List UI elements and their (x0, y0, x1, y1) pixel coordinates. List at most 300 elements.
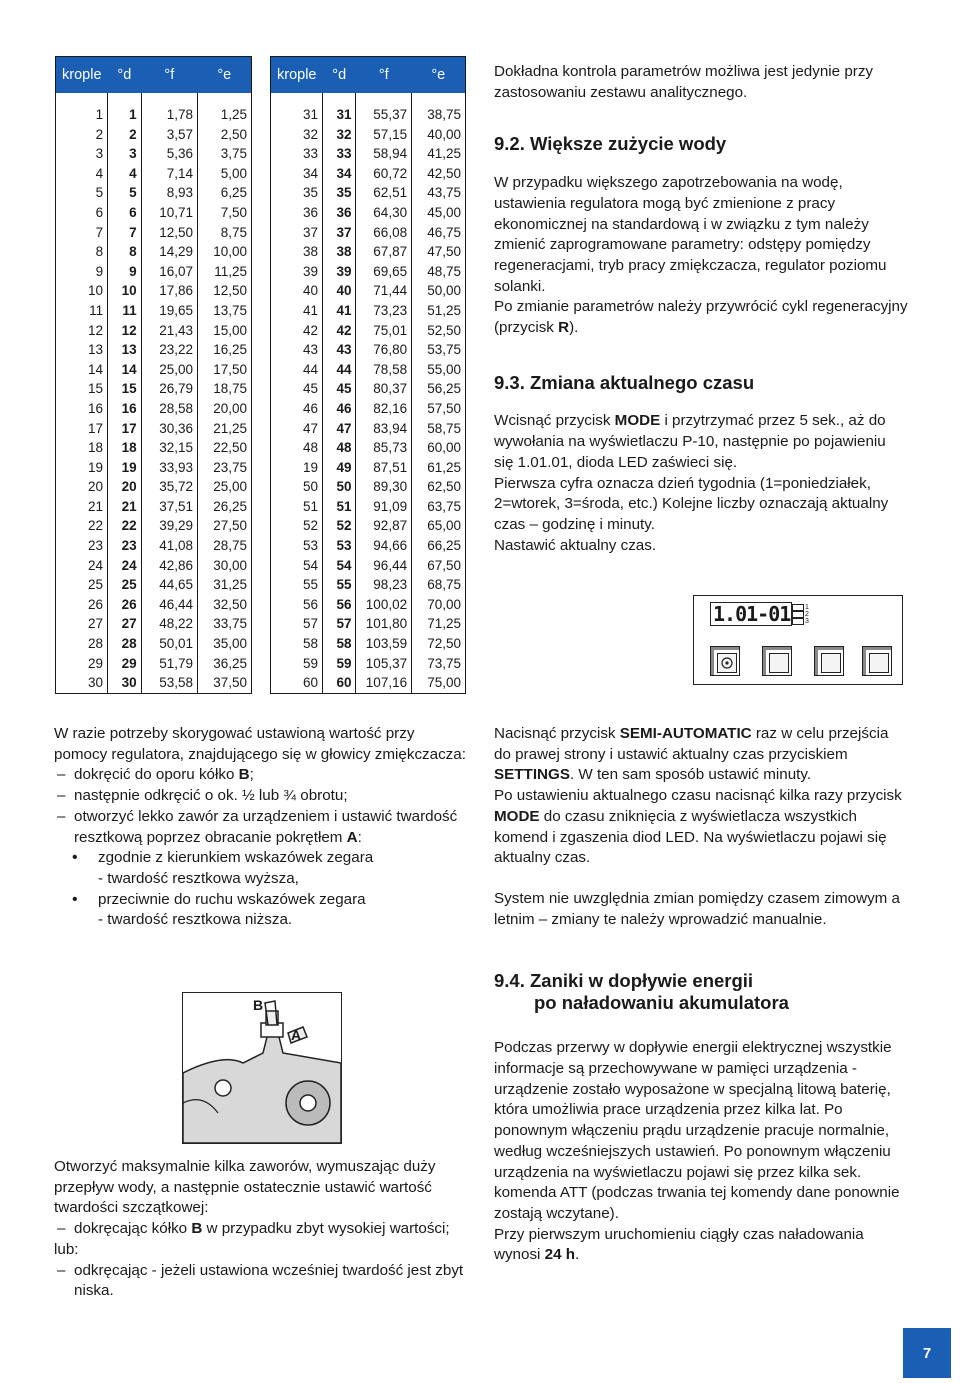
table-cell: 53 (271, 536, 323, 556)
table-cell: 66,08 (356, 223, 412, 243)
step-loosen: – odkręcając - jeżeli ustawiona wcześniej twardość jest zbyt niska. (54, 1261, 466, 1302)
table-cell: 22 (108, 516, 142, 536)
heading-9-2: 9.2. Większe zużycie wody (494, 133, 727, 155)
paragraph-9-2a: W przypadku większego zapotrzebowania na wodę, ustawienia regulatora mogą być zmienione z pracy ekonomicznej na standardową i w związku z tym należy zmienić zaprogramowane parametry: odstępy pomiędzy regeneracjami, tryb pracy zmiękczacza, regulator poziomu solanki. (494, 174, 887, 295)
table-cell: 39,29 (141, 516, 197, 536)
table-row (271, 595, 466, 615)
table-row (56, 144, 252, 164)
table-row (271, 242, 466, 262)
table-row (271, 301, 466, 321)
table-cell: 58,75 (427, 420, 461, 436)
or-label: lub: (54, 1240, 79, 1258)
label-b: B (253, 997, 264, 1013)
table-row (271, 399, 466, 419)
table-row (56, 203, 252, 223)
step-1: – dokręcić do oporu kółko B; (54, 765, 466, 786)
table-cell: 42 (323, 321, 356, 341)
table-cell: 63,75 (427, 498, 461, 514)
hardness-table-2 (270, 56, 466, 694)
table-cell: 14 (108, 360, 142, 380)
panel-button-3 (814, 646, 844, 676)
table-cell: 67,87 (356, 242, 412, 262)
table-cell: 60 (323, 673, 356, 693)
table-cell: 41 (271, 301, 323, 321)
paragraph-9-3b: Pierwsza cyfra oznacza dzień tygodnia (1=poniedziałek, 2=wtorek, 3=środa, etc.) Kolejne liczby oznaczają aktualny czas – godzinę i minuty. (494, 474, 889, 533)
table-row (271, 497, 466, 517)
table-cell: 34 (271, 164, 323, 184)
table-cell: 17,86 (141, 281, 197, 301)
table-cell: 23,22 (141, 340, 197, 360)
table-row (56, 223, 252, 243)
panel-button-2 (762, 646, 792, 676)
table-cell: 50 (271, 477, 323, 497)
table-cell: 23 (108, 536, 142, 556)
table-cell: 58,94 (356, 144, 412, 164)
table-cell: 9 (56, 262, 108, 282)
table-cell: 51 (323, 497, 356, 517)
table-cell: 10,00 (213, 244, 247, 260)
table-cell: 23,75 (213, 459, 247, 475)
table-row (271, 614, 466, 634)
table-cell: 89,30 (356, 477, 412, 497)
paragraph-9-3a: Wcisnąć przycisk MODE i przytrzymać przez 5 sek., aż do wywołania na wyświetlaczu P-10, następnie po pojawieniu się 1.01.01, dioda LED zaświeci się. (494, 412, 886, 471)
table-cell: 26 (56, 595, 108, 615)
table-cell: 12 (56, 321, 108, 341)
table-cell: 27,50 (213, 518, 247, 534)
table-cell: 62,51 (356, 183, 412, 203)
table-cell: 31,25 (213, 577, 247, 593)
table-cell: 33 (271, 144, 323, 164)
table-cell: 58 (271, 634, 323, 654)
table-cell: 43,75 (427, 185, 461, 201)
table-cell: 11 (56, 301, 108, 321)
table-cell: 15 (108, 379, 142, 399)
table-cell: 3,57 (141, 125, 197, 145)
table-cell: 45,00 (427, 204, 461, 220)
table-cell: 48 (323, 438, 356, 458)
paragraph-power-loss: Podczas przerwy w dopływie energii elektrycznej wszystkie informacje są przechowywane w pamięci urządzenia - urządzenie zostało wyposażone w specjalną litową baterię, która umożliwia prace urządzenia przez kilka lat. Po ponownym włączeniu prądu urządzenie pracuje normalnie, według wcześniejszych ustawień. Po ponownym włączeniu urządzenia na wyświetlaczu pojawi się przez kilka sek. komenda ATT (podczas trwania tej komendy dane ponownie zostają wczytane). (494, 1039, 900, 1222)
table-cell: 46 (323, 399, 356, 419)
table-cell: 46 (271, 399, 323, 419)
table-cell: 38 (323, 242, 356, 262)
table-cell: 92,87 (356, 516, 412, 536)
table-cell: 40,00 (427, 126, 461, 142)
step-tighten: – dokręcając kółko B w przypadku zbyt wysokiej wartości; (54, 1219, 466, 1240)
table-cell: 66,25 (427, 538, 461, 554)
table-cell: 10 (108, 281, 142, 301)
col-krople: krople (56, 57, 108, 94)
table-cell: 57,15 (356, 125, 412, 145)
table-cell: 28,58 (141, 399, 197, 419)
table-cell: 12,50 (213, 283, 247, 299)
table-row (56, 536, 252, 556)
lower-left-text (54, 724, 466, 931)
table-cell: 40 (271, 281, 323, 301)
table-row (271, 634, 466, 654)
table-cell: 55 (323, 575, 356, 595)
table-cell: 32 (323, 125, 356, 145)
table-cell: 101,80 (356, 614, 412, 634)
settings-icon (718, 654, 736, 672)
table-cell: 71,25 (427, 616, 461, 632)
label-a: A (291, 1027, 302, 1043)
table-cell: 10 (56, 281, 108, 301)
paragraph-9-3c: Nastawić aktualny czas. (494, 536, 657, 554)
table-cell: 55,00 (427, 361, 461, 377)
table-cell: 2 (108, 125, 142, 145)
table-cell: 23 (56, 536, 108, 556)
table-cell: 57,50 (427, 400, 461, 416)
table-cell: 73,23 (356, 301, 412, 321)
table-cell: 37 (323, 223, 356, 243)
table-cell: 52 (323, 516, 356, 536)
table-cell: 44,65 (141, 575, 197, 595)
table-cell: 17,50 (213, 361, 247, 377)
table-cell: 26 (108, 595, 142, 615)
col-krople: krople (271, 57, 323, 94)
table-cell: 25,00 (141, 360, 197, 380)
table-cell: 45 (323, 379, 356, 399)
table-cell: 30,36 (141, 419, 197, 439)
table-cell: 33,75 (213, 616, 247, 632)
table-cell: 35 (271, 183, 323, 203)
table-cell: 38 (271, 242, 323, 262)
table-cell: 11 (108, 301, 142, 321)
col-deg-e: °e (198, 57, 252, 94)
table-cell: 58 (323, 634, 356, 654)
table-row (56, 301, 252, 321)
table-cell: 16,07 (141, 262, 197, 282)
table-cell: 5,36 (141, 144, 197, 164)
valve-illustration (182, 992, 342, 1144)
table-cell: 16 (56, 399, 108, 419)
table-cell: 27 (108, 614, 142, 634)
table-row (56, 399, 252, 419)
table-cell: 21 (108, 497, 142, 517)
table-cell: 51,25 (427, 302, 461, 318)
table-cell: 41 (323, 301, 356, 321)
table-cell: 82,16 (356, 399, 412, 419)
table-cell: 48 (271, 438, 323, 458)
table-cell: 14 (56, 360, 108, 380)
control-panel-illustration (693, 595, 903, 685)
table-cell: 1 (108, 93, 142, 125)
table-cell: 7,14 (141, 164, 197, 184)
table-row (271, 125, 466, 145)
table-cell: 78,58 (356, 360, 412, 380)
heading-9-4: 9.4. Zaniki w dopływie energii po naładowaniu akumulatora (494, 970, 789, 1014)
table-cell: 6 (108, 203, 142, 223)
table-row (56, 360, 252, 380)
table-cell: 3 (108, 144, 142, 164)
table-cell: 57 (271, 614, 323, 634)
table-row (56, 262, 252, 282)
table-cell: 61,25 (427, 459, 461, 475)
bullet-clockwise: • zgodnie z kierunkiem wskazówek zegara (54, 848, 466, 869)
table-cell: 6 (56, 203, 108, 223)
table-cell: 26,25 (213, 498, 247, 514)
bullet-clockwise-sub: - twardość resztkowa wyższa, (98, 869, 299, 887)
table-cell: 20 (56, 477, 108, 497)
paragraph-semi-automatic: Nacisnąć przycisk SEMI-AUTOMATIC raz w celu przejścia do prawej strony i ustawić aktualny czas przyciskiem SETTINGS. W ten sam sposób ustawić minuty. (494, 725, 889, 784)
table-cell: 1 (56, 93, 108, 125)
table-cell: 21,43 (141, 321, 197, 341)
table-cell: 54 (271, 556, 323, 576)
col-deg-f: °f (141, 57, 197, 94)
table-row (271, 203, 466, 223)
table-cell: 18 (56, 438, 108, 458)
paragraph-first-start: Przy pierwszym uruchomieniu ciągły czas naładowania wynosi 24 h. (494, 1225, 864, 1264)
table-row (56, 458, 252, 478)
table-row (271, 321, 466, 341)
table-row (56, 321, 252, 341)
table-cell: 42 (271, 321, 323, 341)
table-row (271, 654, 466, 674)
table-cell: 50 (323, 477, 356, 497)
table-cell: 70,00 (427, 596, 461, 612)
table-cell: 47,50 (427, 244, 461, 260)
lower-left-text-2 (54, 1157, 466, 1302)
table-cell: 13,75 (213, 302, 247, 318)
table-cell: 42,50 (427, 165, 461, 181)
table-cell: 53,58 (141, 673, 197, 693)
table-cell: 47 (271, 419, 323, 439)
table-row (271, 536, 466, 556)
table-row (271, 281, 466, 301)
table-cell: 42,86 (141, 556, 197, 576)
table-row (56, 340, 252, 360)
table-cell: 67,50 (427, 557, 461, 573)
table-row (56, 556, 252, 576)
table-cell: 3 (56, 144, 108, 164)
col-deg-f: °f (356, 57, 412, 94)
table-row (56, 125, 252, 145)
table-row (56, 654, 252, 674)
table-cell: 1,25 (220, 107, 247, 122)
table-cell: 22,50 (213, 440, 247, 456)
table-cell: 55 (271, 575, 323, 595)
table-cell: 40 (323, 281, 356, 301)
step-2: – następnie odkręcić o ok. ½ lub ¾ obrotu; (54, 786, 466, 807)
led-1: 1 (792, 604, 809, 611)
table-cell: 8 (108, 242, 142, 262)
table-row (271, 419, 466, 439)
table-cell: 41,08 (141, 536, 197, 556)
table-cell: 36 (323, 203, 356, 223)
table-cell: 25,00 (213, 479, 247, 495)
right-column-top (494, 62, 909, 556)
table-cell: 37,50 (213, 675, 247, 691)
table-cell: 35,72 (141, 477, 197, 497)
table-cell: 4 (56, 164, 108, 184)
table-cell: 20 (108, 477, 142, 497)
table-row (56, 242, 252, 262)
table-cell: 56 (271, 595, 323, 615)
table-cell: 51,79 (141, 654, 197, 674)
table-row (271, 183, 466, 203)
table-cell: 33 (323, 144, 356, 164)
table-cell: 37,51 (141, 497, 197, 517)
bullet-counterclockwise-sub: - twardość resztkowa niższa. (98, 911, 293, 929)
paragraph-mode: Po ustawieniu aktualnego czasu nacisnąć kilka razy przycisk MODE do czasu zniknięcia z wyświetlacza wszystkich komend i zgaszenia diod LED. Na wyświetlaczu pojawi się aktualny czas. (494, 787, 902, 867)
table-cell: 21,25 (213, 420, 247, 436)
heading-9-3: 9.3. Zmiana aktualnego czasu (494, 371, 755, 393)
table-cell: 22 (56, 516, 108, 536)
led-indicators (792, 604, 809, 625)
table-cell: 44 (271, 360, 323, 380)
table-cell: 69,65 (356, 262, 412, 282)
table-cell: 4 (108, 164, 142, 184)
table-cell: 87,51 (356, 458, 412, 478)
table-cell: 3,75 (220, 146, 247, 162)
paragraph-9-2b: Po zmianie parametrów należy przywrócić cykl regeneracyjny (przycisk R). (494, 298, 908, 337)
table-cell: 32,50 (213, 596, 247, 612)
table-cell: 28,75 (213, 538, 247, 554)
table-cell: 53 (323, 536, 356, 556)
table-cell: 48,75 (427, 263, 461, 279)
table-cell: 1,78 (141, 93, 197, 125)
table-cell: 34 (323, 164, 356, 184)
table-row (56, 419, 252, 439)
table-cell: 62,50 (427, 479, 461, 495)
table-cell: 21 (56, 497, 108, 517)
table-cell: 80,37 (356, 379, 412, 399)
col-deg-d: °d (108, 57, 142, 94)
table-cell: 16,25 (213, 342, 247, 358)
table-cell: 35 (323, 183, 356, 203)
table-row (271, 164, 466, 184)
table-row (271, 438, 466, 458)
table-row (271, 575, 466, 595)
table-cell: 32 (271, 125, 323, 145)
col-deg-e: °e (412, 57, 466, 94)
table-row (56, 614, 252, 634)
table-cell: 31 (271, 93, 323, 125)
table-row (56, 183, 252, 203)
paragraph-dst: System nie uwzględnia zmian pomiędzy czasem zimowym a letnim – zmiany te należy wprowadzić manualnie. (494, 889, 900, 928)
table-cell: 27 (56, 614, 108, 634)
table-row (56, 673, 252, 693)
table-cell: 8 (56, 242, 108, 262)
table-cell: 98,23 (356, 575, 412, 595)
table-cell: 50,01 (141, 634, 197, 654)
table-cell: 71,44 (356, 281, 412, 301)
table-cell: 29 (108, 654, 142, 674)
table-cell: 2 (56, 125, 108, 145)
table-cell: 5 (108, 183, 142, 203)
table-row (271, 340, 466, 360)
table-row (271, 223, 466, 243)
table-cell: 45 (271, 379, 323, 399)
lcd-display: 1.01-01 (710, 602, 792, 626)
table-cell: 11,25 (214, 263, 247, 279)
table-row (56, 634, 252, 654)
lower-right-text (494, 724, 907, 1266)
table-cell: 68,75 (427, 577, 461, 593)
table-cell: 52,50 (427, 322, 461, 338)
table-row (271, 379, 466, 399)
table-cell: 59 (323, 654, 356, 674)
table-cell: 19,65 (141, 301, 197, 321)
table-cell: 15 (56, 379, 108, 399)
table-cell: 76,80 (356, 340, 412, 360)
table-cell: 60,72 (356, 164, 412, 184)
table-cell: 13 (108, 340, 142, 360)
table-cell: 16 (108, 399, 142, 419)
table-cell: 85,73 (356, 438, 412, 458)
table-cell: 25 (108, 575, 142, 595)
table-row (271, 262, 466, 282)
table-cell: 37 (271, 223, 323, 243)
table-row (271, 556, 466, 576)
table-cell: 39 (271, 262, 323, 282)
table-cell: 64,30 (356, 203, 412, 223)
table-cell: 24 (108, 556, 142, 576)
table-cell: 28 (56, 634, 108, 654)
table-cell: 44 (323, 360, 356, 380)
table-cell: 7 (56, 223, 108, 243)
table-row (271, 458, 466, 478)
table-cell: 43 (271, 340, 323, 360)
table-row (271, 93, 466, 125)
hardness-table-1 (55, 56, 252, 694)
table-cell: 12 (108, 321, 142, 341)
table-cell: 52 (271, 516, 323, 536)
table-row (56, 477, 252, 497)
table-cell: 51 (271, 497, 323, 517)
col-deg-d: °d (323, 57, 356, 94)
table-cell: 14,29 (141, 242, 197, 262)
table-cell: 38,75 (427, 107, 461, 122)
table-cell: 73,75 (427, 655, 461, 671)
table-row (271, 516, 466, 536)
table-cell: 57 (323, 614, 356, 634)
table-cell: 96,44 (356, 556, 412, 576)
table-cell: 43 (323, 340, 356, 360)
table-cell: 30,00 (213, 557, 247, 573)
table-cell: 107,16 (356, 673, 412, 693)
intro-paragraph: Dokładna kontrola parametrów możliwa jest jedynie przy zastosowaniu zestawu analitycznego. (494, 63, 874, 101)
table-cell: 20,00 (213, 400, 247, 416)
table-row (56, 164, 252, 184)
table-row (271, 673, 466, 693)
table-row (271, 144, 466, 164)
table-cell: 33,93 (141, 458, 197, 478)
table-cell: 94,66 (356, 536, 412, 556)
table-cell: 48,22 (141, 614, 197, 634)
table-cell: 31 (323, 93, 356, 125)
table-cell: 17 (108, 419, 142, 439)
table-cell: 54 (323, 556, 356, 576)
table-cell: 60 (271, 673, 323, 693)
table-row (56, 575, 252, 595)
table-cell: 30 (108, 673, 142, 693)
table-row (56, 595, 252, 615)
table-cell: 103,59 (356, 634, 412, 654)
table-cell: 18 (108, 438, 142, 458)
table-cell: 19 (56, 458, 108, 478)
table-cell: 10,71 (141, 203, 197, 223)
table-cell: 50,00 (427, 283, 461, 299)
table-cell: 8,93 (141, 183, 197, 203)
table-row (56, 438, 252, 458)
table-cell: 13 (56, 340, 108, 360)
valve-drawing (183, 993, 341, 1143)
table-row (56, 516, 252, 536)
table-cell: 7,50 (220, 204, 247, 220)
bullet-counterclockwise: • przeciwnie do ruchu wskazówek zegara (54, 890, 466, 911)
table-cell: 12,50 (141, 223, 197, 243)
